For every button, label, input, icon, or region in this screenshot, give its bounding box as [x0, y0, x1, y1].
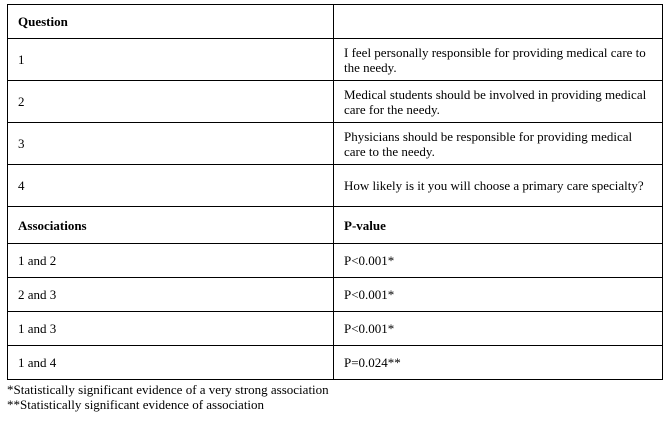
associations-header-row	[8, 207, 663, 244]
p-value-header-cell: P-value	[334, 207, 663, 244]
table-row	[8, 346, 663, 380]
association-pair-cell: 1 and 4	[8, 346, 334, 380]
question-number-cell: 4	[8, 165, 334, 207]
header-question-cell: Question	[8, 5, 334, 39]
footnotes	[7, 382, 662, 412]
document-page	[7, 4, 662, 412]
table-row	[8, 165, 663, 207]
association-table	[7, 4, 663, 380]
question-text-cell: Physicians should be responsible for providing medical care to the needy.	[334, 123, 663, 165]
question-number-cell: 1	[8, 39, 334, 81]
associations-header-cell: Associations	[8, 207, 334, 244]
question-number-cell: 3	[8, 123, 334, 165]
table-header-row	[8, 5, 663, 39]
p-value-cell: P<0.001*	[334, 278, 663, 312]
question-text-cell: I feel personally responsible for providing medical care to the needy.	[334, 39, 663, 81]
question-text-cell: Medical students should be involved in providing medical care for the needy.	[334, 81, 663, 123]
question-text-cell: How likely is it you will choose a primary care specialty?	[334, 165, 663, 207]
association-pair-cell: 1 and 2	[8, 244, 334, 278]
table-row	[8, 81, 663, 123]
association-pair-cell: 2 and 3	[8, 278, 334, 312]
table-row	[8, 278, 663, 312]
table-row	[8, 312, 663, 346]
association-pair-cell: 1 and 3	[8, 312, 334, 346]
p-value-cell: P=0.024**	[334, 346, 663, 380]
footnote-strong-association: *Statistically significant evidence of a very strong association	[7, 382, 329, 397]
question-number-cell: 2	[8, 81, 334, 123]
header-blank-cell	[334, 5, 663, 39]
table-row	[8, 123, 663, 165]
table-row	[8, 244, 663, 278]
p-value-cell: P<0.001*	[334, 312, 663, 346]
footnote-association: **Statistically significant evidence of association	[7, 397, 265, 412]
table-row	[8, 39, 663, 81]
p-value-cell: P<0.001*	[334, 244, 663, 278]
